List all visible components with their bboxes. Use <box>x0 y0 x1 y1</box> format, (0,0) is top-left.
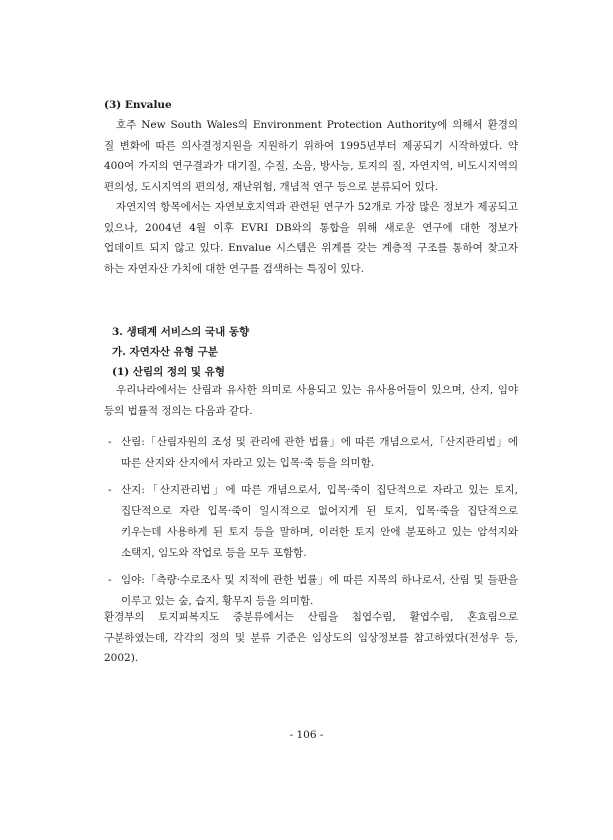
page-number: - 106 - <box>289 729 324 741</box>
section-heading-domestic-trends: 3. 생태계 서비스의 국내 동향 <box>112 326 250 338</box>
envalue-paragraph-1: 호주 New South Wales의 Environment Protection Authority에 의해서 환경의 질 변화에 따른 의사결정지원을 지원하기 위하여 1995년부터 제공되기 시작하였다. 약 400여 가지의 연구결과가 대기질, 수질, 소음, 방사능, 토지의 질, 자연지역, 비도시지역의 편의성, 도시지역의 편의성, 재난위험, 개념적 연구 등으로 분류되어 있다. <box>104 119 518 193</box>
envalue-paragraph-2: 자연지역 항목에서는 자연보호지역과 관련된 연구가 52개로 가장 많은 정보가 제공되고 있으나, 2004년 4월 이후 EVRI DB와의 통합을 위해 새로운 연구에 대한 정보가 업데이트 되지 않고 있다. Envalue 시스템은 위계를 갖는 계층적 구조를 통하여 찾고자 하는 자연자산 가치에 대한 연구를 검색하는 특징이 있다. <box>104 201 518 275</box>
legal-definition-list <box>108 432 518 612</box>
forest-intro-paragraph: 우리나라에서는 산림과 유사한 의미로 사용되고 있는 유사용어들이 있으며, 산지, 임야 등의 법률적 정의는 다음과 같다. <box>104 384 518 417</box>
list-item-sanji: - 산지:「산지관리법」에 따른 개념으로서, 입목·죽이 집단적으로 자라고 있는 토지, 집단적으로 자란 입목·죽이 일시적으로 없어지게 된 토지, 입목·죽을 집단적으로 키우는데 사용하게 된 토지 등을 말하며, 이러한 토지 안에 분포하고 있는 암석지와 소택지, 임도와 작업로 등을 모두 포함함. <box>108 484 518 559</box>
section-heading-asset-types: 가. 자연자산 유형 구분 <box>112 346 218 358</box>
section-heading-forest-definition: (1) 산림의 정의 및 유형 <box>112 366 226 378</box>
section-heading-envalue: (3) Envalue <box>104 99 172 111</box>
land-cover-paragraph: 환경부의 토지피복지도 중분류에서는 산림을 침엽수림, 활엽수림, 혼효림으로 구분하였는데, 각각의 정의 및 분류 기준은 임상도의 임상정보를 참고하였다(전성우 등, 2002). <box>104 611 518 664</box>
list-item-imya: - 임야:「측량·수로조사 및 지적에 관한 법률」에 따른 지목의 하나로서, 산림 및 들판을 이루고 있는 숲, 습지, 황무지 등을 의미함. <box>108 574 518 607</box>
list-item-sanrim: - 산림:「산림자원의 조성 및 관리에 관한 법률」에 따른 개념으로서,「산지관리법」에 따른 산지와 산지에서 자라고 있는 입목·죽 등을 의미함. <box>108 436 518 469</box>
